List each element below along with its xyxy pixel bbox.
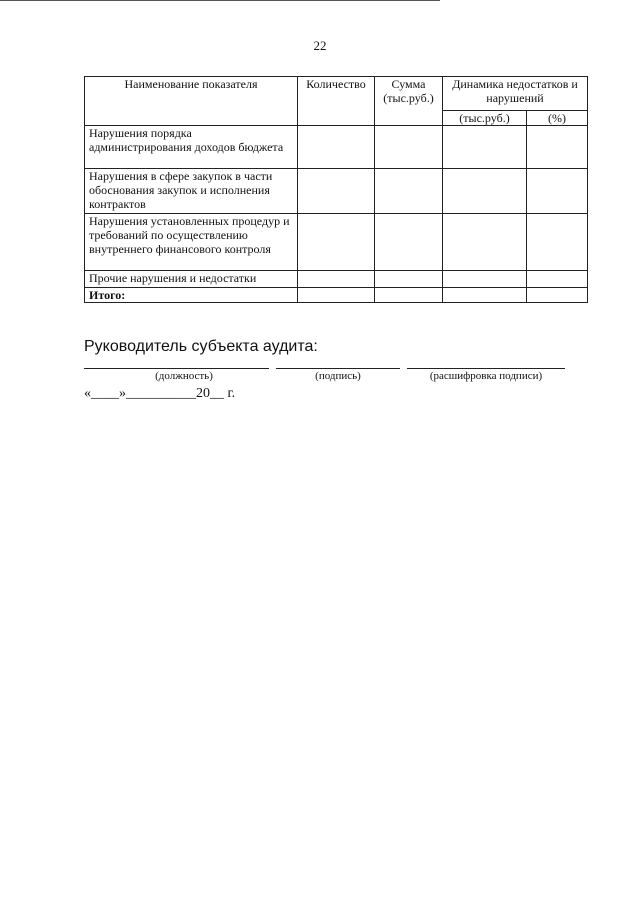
cell-dyn-rub <box>443 169 527 214</box>
top-rule <box>0 0 440 1</box>
cell-sum <box>375 126 443 169</box>
cell-quantity <box>298 214 375 271</box>
row-label: Нарушения установленных процедур и требований по осуществлению внутреннего финансового контроля <box>85 214 298 271</box>
total-label: Итого: <box>85 288 298 303</box>
cell-dyn-pct <box>527 126 588 169</box>
header-name: Наименование показателя <box>85 77 298 126</box>
header-quantity: Количество <box>298 77 375 126</box>
decode-line <box>407 368 565 369</box>
header-dynamics: Динамика недостатков и нарушений <box>443 77 588 111</box>
cell-sum <box>375 288 443 303</box>
date-line: «____»__________20__ г. <box>84 386 236 401</box>
cell-dyn-pct <box>527 169 588 214</box>
cell-sum <box>375 214 443 271</box>
cell-quantity <box>298 271 375 288</box>
cell-sum <box>375 169 443 214</box>
table-row <box>85 214 588 271</box>
position-line <box>84 368 269 369</box>
cell-dyn-rub <box>443 271 527 288</box>
header-dynamics-pct: (%) <box>527 111 588 126</box>
decode-caption: (расшифровка подписи) <box>429 370 543 382</box>
row-label: Нарушения порядка администрирования доходов бюджета <box>85 126 298 169</box>
row-label: Прочие нарушения и недостатки <box>85 271 298 288</box>
violations-table <box>84 76 588 303</box>
sign-line <box>276 368 400 369</box>
row-label: Нарушения в сфере закупок в части обоснования закупок и исполнения контрактов <box>85 169 298 214</box>
position-caption: (должность) <box>155 370 213 382</box>
page-number: 22 <box>313 38 327 53</box>
cell-quantity <box>298 288 375 303</box>
cell-dyn-rub <box>443 214 527 271</box>
cell-quantity <box>298 126 375 169</box>
header-dynamics-rub: (тыс.руб.) <box>443 111 527 126</box>
table-total-row <box>85 288 588 303</box>
cell-quantity <box>298 169 375 214</box>
cell-dyn-rub <box>443 288 527 303</box>
header-sum: Сумма (тыс.руб.) <box>375 77 443 126</box>
table-row <box>85 126 588 169</box>
cell-dyn-pct <box>527 214 588 271</box>
signature-title: Руководитель субъекта аудита: <box>84 338 318 355</box>
cell-dyn-rub <box>443 126 527 169</box>
cell-dyn-pct <box>527 288 588 303</box>
cell-dyn-pct <box>527 271 588 288</box>
table-row <box>85 271 588 288</box>
table-row <box>85 169 588 214</box>
sign-caption: (подпись) <box>315 370 361 382</box>
cell-sum <box>375 271 443 288</box>
